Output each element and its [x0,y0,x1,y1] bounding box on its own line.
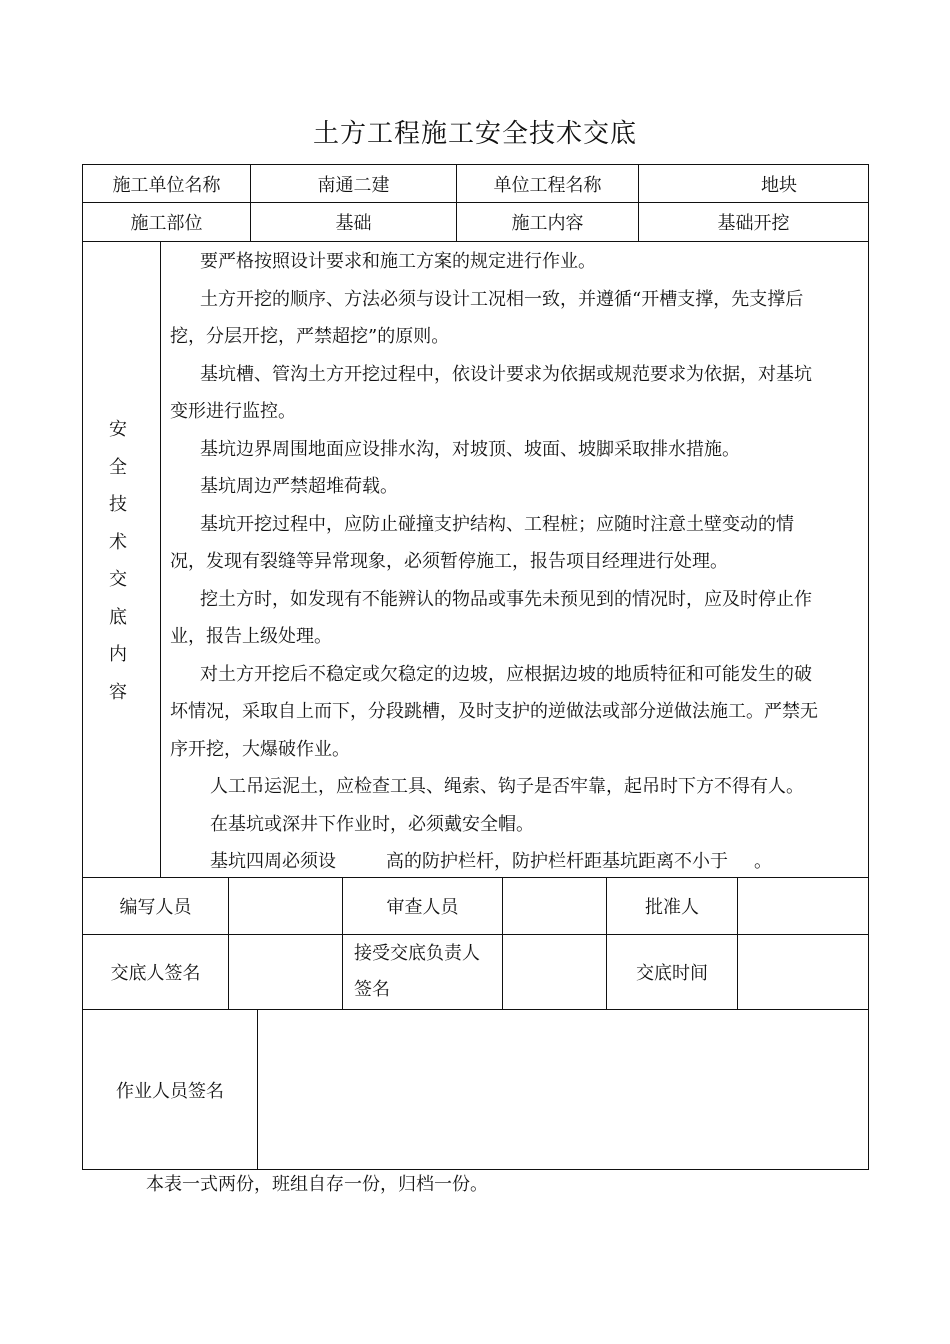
content-paragraph: 基坑边界周围地面应设排水沟，对坡顶、坡面、坡脚采取排水措施。 [200,438,740,460]
construction-part-value: 基础 [335,213,372,234]
guardrail-text-part: 。 [754,851,772,872]
writer-value-field[interactable] [229,878,342,934]
side-label-char: 容 [109,681,127,703]
content-paragraph: 土方开挖的顺序、方法必须与设计工况相一致，并遵循“开槽支撑，先支撑后挖，分层开挖，严禁超挖”的原则。 [170,288,804,347]
writer-label: 编写人员 [119,897,192,918]
content-paragraph: 基坑槽、管沟土方开挖过程中，依设计要求为依据或规范要求为依据，对基坑变形进行监控。 [170,363,812,422]
project-name-value: 地块 [761,174,797,196]
discloser-signature-label: 交底人签名 [110,963,201,984]
side-label-char: 安 [109,419,127,440]
side-label-char: 内 [109,644,127,665]
discloser-signature-field[interactable] [229,935,342,1009]
construction-part-label: 施工部位 [130,213,203,234]
side-label-char: 全 [109,456,127,478]
side-label-char: 术 [109,531,127,553]
receiver-label-line: 签名 [354,979,390,1000]
content-paragraph: 基坑开挖过程中，应防止碰撞支护结构、工程桩；应随时注意土壁变动的情况，发现有裂缝等异常现象，必须暂停施工，报告项目经理进行处理。 [170,513,794,572]
unit-name-value: 南通二建 [317,174,390,196]
receiver-signature-field[interactable] [503,935,606,1009]
workers-signature-label: 作业人员签名 [116,1080,224,1102]
safety-disclosure-side-label [104,411,132,711]
safety-disclosure-content [170,243,826,881]
content-paragraph: 在基坑或深井下作业时，必须戴安全帽。 [210,813,534,835]
unit-name-label: 施工单位名称 [112,174,221,196]
guardrail-text-part: 基坑四周必须设 [210,851,336,872]
workers-signature-field[interactable] [258,1010,868,1169]
content-paragraph: 要严格按照设计要求和施工方案的规定进行作业。 [200,251,596,272]
disclosure-time-field[interactable] [738,935,868,1009]
reviewer-value-field[interactable] [503,878,606,934]
content-paragraph: 挖土方时，如发现有不能辨认的物品或事先未预见到的情况时，应及时停止作业，报告上级处理。 [170,588,812,647]
side-label-char: 底 [109,606,127,628]
approver-label: 批准人 [645,897,699,918]
construction-content-value: 基础开挖 [717,213,790,234]
side-label-char: 交 [109,569,127,590]
document-title: 土方工程施工安全技术交底 [312,119,637,149]
side-label-char: 技 [109,494,127,515]
project-name-label: 单位工程名称 [493,174,602,196]
table-divider [82,241,869,242]
receiver-signature-label [343,935,502,1009]
disclosure-time-label: 交底时间 [636,963,708,984]
receiver-label-line: 接受交底负责人 [354,943,480,964]
content-paragraph: 人工吊运泥土，应检查工具、绳索、钩子是否牢靠，起吊时下方不得有人。 [210,776,804,797]
content-paragraph-guardrail [170,843,826,881]
content-paragraph: 对土方开挖后不稳定或欠稳定的边坡，应根据边坡的地质特征和可能发生的破坏情况，采取自上而下，分段跳槽，及时支护的逆做法或部分逆做法施工。严禁无序开挖，大爆破作业。 [170,663,818,760]
reviewer-label: 审查人员 [386,897,459,918]
table-border-right [868,164,869,1170]
guardrail-text-part: 高的防护栏杆，防护栏杆距基坑距离不小于 [386,851,728,872]
content-paragraph: 基坑周边严禁超堆荷载。 [200,476,398,497]
approver-value-field[interactable] [738,878,868,934]
table-divider [160,241,161,878]
footer-note: 本表一式两份，班组自存一份，归档一份。 [146,1174,488,1195]
construction-content-label: 施工内容 [511,213,584,234]
